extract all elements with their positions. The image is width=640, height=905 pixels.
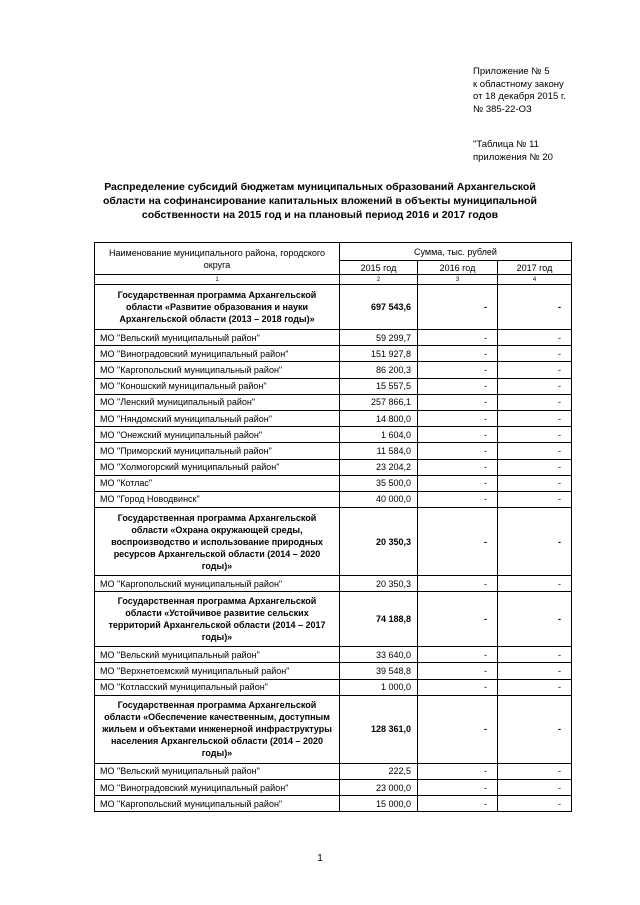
value-2016: - — [418, 378, 498, 394]
value-2015: 128 361,0 — [340, 695, 418, 763]
value-2017: - — [498, 459, 572, 475]
table-row — [95, 663, 572, 679]
table-row — [95, 780, 572, 796]
municipality-name: МО "Приморский муниципальный район" — [95, 443, 340, 459]
value-2015: 1 604,0 — [340, 427, 418, 443]
program-name: Государственная программа Архангельской области «Обеспечение качественным, доступным жильем и объектами инженерной инфраструктуры населения Архангельской области (2014 – 2020 годы)» — [95, 695, 340, 763]
value-2015: 20 350,3 — [340, 576, 418, 592]
table-row — [95, 491, 572, 507]
value-2017: - — [498, 491, 572, 507]
value-2017: - — [498, 679, 572, 695]
value-2015: 15 000,0 — [340, 796, 418, 812]
value-2017: - — [498, 508, 572, 576]
value-2015: 151 927,8 — [340, 346, 418, 362]
annex-line: от 18 декабря 2015 г. — [473, 91, 566, 102]
value-2016: - — [418, 475, 498, 491]
value-2017: - — [498, 285, 572, 330]
value-2016: - — [418, 427, 498, 443]
table-row — [95, 475, 572, 491]
subsidy-table — [94, 242, 572, 812]
value-2015: 15 557,5 — [340, 378, 418, 394]
value-2016: - — [418, 443, 498, 459]
program-row — [95, 592, 572, 647]
value-2017: - — [498, 592, 572, 647]
municipality-name: МО "Вельский муниципальный район" — [95, 330, 340, 346]
table-row — [95, 459, 572, 475]
municipality-name: МО "Вельский муниципальный район" — [95, 647, 340, 663]
annex-reference — [473, 66, 566, 116]
value-2016: - — [418, 330, 498, 346]
value-2015: 697 543,6 — [340, 285, 418, 330]
table-row — [95, 796, 572, 812]
value-2015: 39 548,8 — [340, 663, 418, 679]
value-2016: - — [418, 592, 498, 647]
value-2015: 257 866,1 — [340, 394, 418, 410]
value-2017: - — [498, 475, 572, 491]
value-2015: 59 299,7 — [340, 330, 418, 346]
municipality-name: МО "Город Новодвинск" — [95, 491, 340, 507]
program-row — [95, 695, 572, 763]
municipality-name: МО "Ленский муниципальный район" — [95, 394, 340, 410]
table-row — [95, 346, 572, 362]
value-2015: 14 800,0 — [340, 410, 418, 426]
value-2016: - — [418, 679, 498, 695]
value-2015: 11 584,0 — [340, 443, 418, 459]
value-2015: 40 000,0 — [340, 491, 418, 507]
value-2016: - — [418, 780, 498, 796]
value-2017: - — [498, 443, 572, 459]
municipality-name: МО "Каргопольский муниципальный район" — [95, 796, 340, 812]
municipality-name: МО "Верхнетоемский муниципальный район" — [95, 663, 340, 679]
table-row — [95, 427, 572, 443]
value-2015: 222,5 — [340, 763, 418, 779]
value-2016: - — [418, 663, 498, 679]
municipality-name: МО "Вельский муниципальный район" — [95, 763, 340, 779]
value-2016: - — [418, 491, 498, 507]
value-2016: - — [418, 410, 498, 426]
value-2015: 20 350,3 — [340, 508, 418, 576]
page-number: 1 — [317, 853, 323, 864]
municipality-name: МО "Котлас" — [95, 475, 340, 491]
value-2016: - — [418, 695, 498, 763]
value-2017: - — [498, 362, 572, 378]
program-name: Государственная программа Архангельской области «Развитие образования и науки Архангельской области (2013 – 2018 годы)» — [95, 285, 340, 330]
header-sum: Сумма, тыс. рублей — [340, 243, 572, 261]
program-name: Государственная программа Архангельской области «Устойчивое развитие сельских территорий Архангельской области (2014 – 2017 годы)» — [95, 592, 340, 647]
value-2016: - — [418, 459, 498, 475]
municipality-name: МО "Каргопольский муниципальный район" — [95, 576, 340, 592]
program-row — [95, 508, 572, 576]
table-row — [95, 410, 572, 426]
annex-line: к областному закону — [473, 78, 564, 90]
value-2017: - — [498, 378, 572, 394]
value-2016: - — [418, 394, 498, 410]
table-row — [95, 647, 572, 663]
value-2016: - — [418, 796, 498, 812]
header-col-number: 4 — [498, 275, 572, 285]
value-2017: - — [498, 346, 572, 362]
value-2017: - — [498, 576, 572, 592]
header-col-number: 1 — [95, 275, 340, 285]
value-2015: 86 200,3 — [340, 362, 418, 378]
table-row — [95, 394, 572, 410]
value-2016: - — [418, 362, 498, 378]
value-2016: - — [418, 346, 498, 362]
value-2015: 23 000,0 — [340, 780, 418, 796]
document-title: Распределение субсидий бюджетам муниципальных образований Архангельской области на софинансирование капитальных вложений в объекты муниципальной собственности на 2015 год и на плановый период 2016 и 2017 годов — [103, 181, 537, 221]
municipality-name: МО "Няндомский муниципальный район" — [95, 410, 340, 426]
value-2016: - — [418, 508, 498, 576]
value-2016: - — [418, 647, 498, 663]
value-2016: - — [418, 576, 498, 592]
value-2017: - — [498, 663, 572, 679]
value-2016: - — [418, 285, 498, 330]
annex-line: Приложение № 5 — [473, 66, 550, 77]
municipality-name: МО "Виноградовский муниципальный район" — [95, 346, 340, 362]
annex-line: № 385-22-ОЗ — [473, 103, 532, 115]
header-year-2016: 2016 год — [418, 261, 498, 275]
value-2017: - — [498, 647, 572, 663]
value-2016: - — [418, 763, 498, 779]
header-year-2015: 2015 год — [340, 261, 418, 275]
value-2017: - — [498, 780, 572, 796]
table-row — [95, 362, 572, 378]
header-name: Наименование муниципального района, городского округа — [95, 243, 340, 275]
value-2017: - — [498, 695, 572, 763]
value-2017: - — [498, 330, 572, 346]
table-row — [95, 330, 572, 346]
table-row — [95, 679, 572, 695]
header-col-number: 2 — [340, 275, 418, 285]
program-name: Государственная программа Архангельской области «Охрана окружающей среды, воспроизводство и использование природных ресурсов Архангельской области (2014 – 2020 годы)» — [95, 508, 340, 576]
value-2015: 33 640,0 — [340, 647, 418, 663]
municipality-name: МО "Каргопольский муниципальный район" — [95, 362, 340, 378]
table-reference — [473, 139, 553, 164]
header-year-2017: 2017 год — [498, 261, 572, 275]
value-2015: 35 500,0 — [340, 475, 418, 491]
value-2017: - — [498, 796, 572, 812]
table-row — [95, 378, 572, 394]
table-ref-line: "Таблица № 11 — [473, 139, 539, 150]
value-2017: - — [498, 394, 572, 410]
municipality-name: МО "Котласский муниципальный район" — [95, 679, 340, 695]
value-2015: 23 204,2 — [340, 459, 418, 475]
value-2015: 1 000,0 — [340, 679, 418, 695]
value-2015: 74 188,8 — [340, 592, 418, 647]
municipality-name: МО "Онежский муниципальный район" — [95, 427, 340, 443]
municipality-name: МО "Коношский муниципальный район" — [95, 378, 340, 394]
program-row — [95, 285, 572, 330]
table-row — [95, 576, 572, 592]
header-col-number: 3 — [418, 275, 498, 285]
table-ref-line: приложения № 20 — [473, 151, 553, 163]
table-row — [95, 763, 572, 779]
value-2017: - — [498, 763, 572, 779]
municipality-name: МО "Виноградовский муниципальный район" — [95, 780, 340, 796]
municipality-name: МО "Холмогорский муниципальный район" — [95, 459, 340, 475]
value-2017: - — [498, 410, 572, 426]
table-row — [95, 443, 572, 459]
value-2017: - — [498, 427, 572, 443]
